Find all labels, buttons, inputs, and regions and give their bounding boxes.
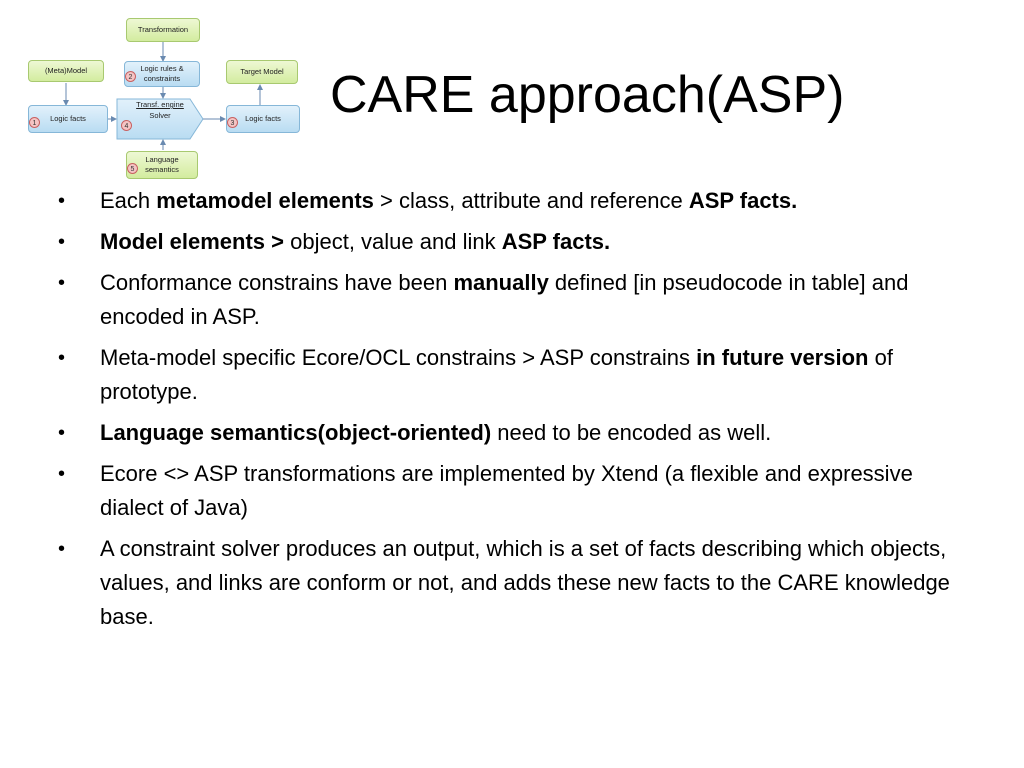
logic-facts-left-box: Logic facts	[28, 105, 108, 133]
bullet-marker: •	[58, 231, 66, 253]
bold-text: manually	[453, 270, 549, 295]
text: > class, attribute and reference	[373, 188, 689, 213]
transformation-box: Transformation	[126, 18, 200, 42]
meta-model-box: (Meta)Model	[28, 60, 104, 82]
bullet-marker: •	[58, 422, 66, 444]
bullet-item	[56, 341, 956, 409]
bold-text: ASP facts.	[501, 229, 611, 254]
bullet-marker: •	[58, 463, 66, 485]
slide-title: CARE approach(ASP)	[330, 66, 845, 124]
language-semantics-box: Language semantics	[126, 151, 198, 179]
text: Each	[100, 188, 157, 213]
bold-text: in future version	[696, 345, 869, 370]
bullet-item	[56, 225, 956, 259]
step-number-5: 5	[127, 163, 138, 174]
text: of prototype.	[100, 345, 893, 404]
transf-engine-label: Transf. engine Solver	[136, 100, 184, 120]
step-number-2: 2	[125, 71, 136, 82]
bullet-marker: •	[58, 538, 66, 560]
text: Meta-model specific Ecore/OCL constrains > ASP constrains	[100, 345, 697, 370]
bullet-item	[56, 416, 956, 450]
bold-text: Model elements >	[100, 229, 285, 254]
bullet-list	[56, 184, 956, 641]
bold-text: ASP facts.	[688, 188, 798, 213]
bullet-item	[56, 457, 956, 525]
text: A constraint solver produces an output, which is a set of facts describing which objects, values, and links are conform or not, and adds these new facts to the CARE knowledge base.	[100, 536, 950, 629]
bullet-item	[56, 184, 956, 218]
bullet-marker: •	[58, 347, 66, 369]
bold-text: Language semantics(object-oriented)	[100, 420, 492, 445]
step-number-3: 3	[227, 117, 238, 128]
text: Conformance constrains have been	[100, 270, 454, 295]
text: need to be encoded as well.	[491, 420, 772, 445]
bullet-item	[56, 532, 956, 634]
text: Ecore <> ASP transformations are implemented by Xtend (a flexible and expressive dialect of Java)	[100, 461, 913, 520]
logic-facts-right-box: Logic facts	[226, 105, 300, 133]
bullet-marker: •	[58, 272, 66, 294]
step-number-1: 1	[29, 117, 40, 128]
logic-rules-box: Logic rules & constraints	[124, 61, 200, 87]
target-model-box: Target Model	[226, 60, 298, 84]
bullet-item	[56, 266, 956, 334]
text: defined [in pseudocode in table] and encoded in ASP.	[100, 270, 909, 329]
care-diagram	[20, 8, 320, 188]
text: object, value and link	[284, 229, 502, 254]
bold-text: metamodel elements	[156, 188, 374, 213]
step-number-4: 4	[121, 120, 132, 131]
bullet-marker: •	[58, 190, 66, 212]
